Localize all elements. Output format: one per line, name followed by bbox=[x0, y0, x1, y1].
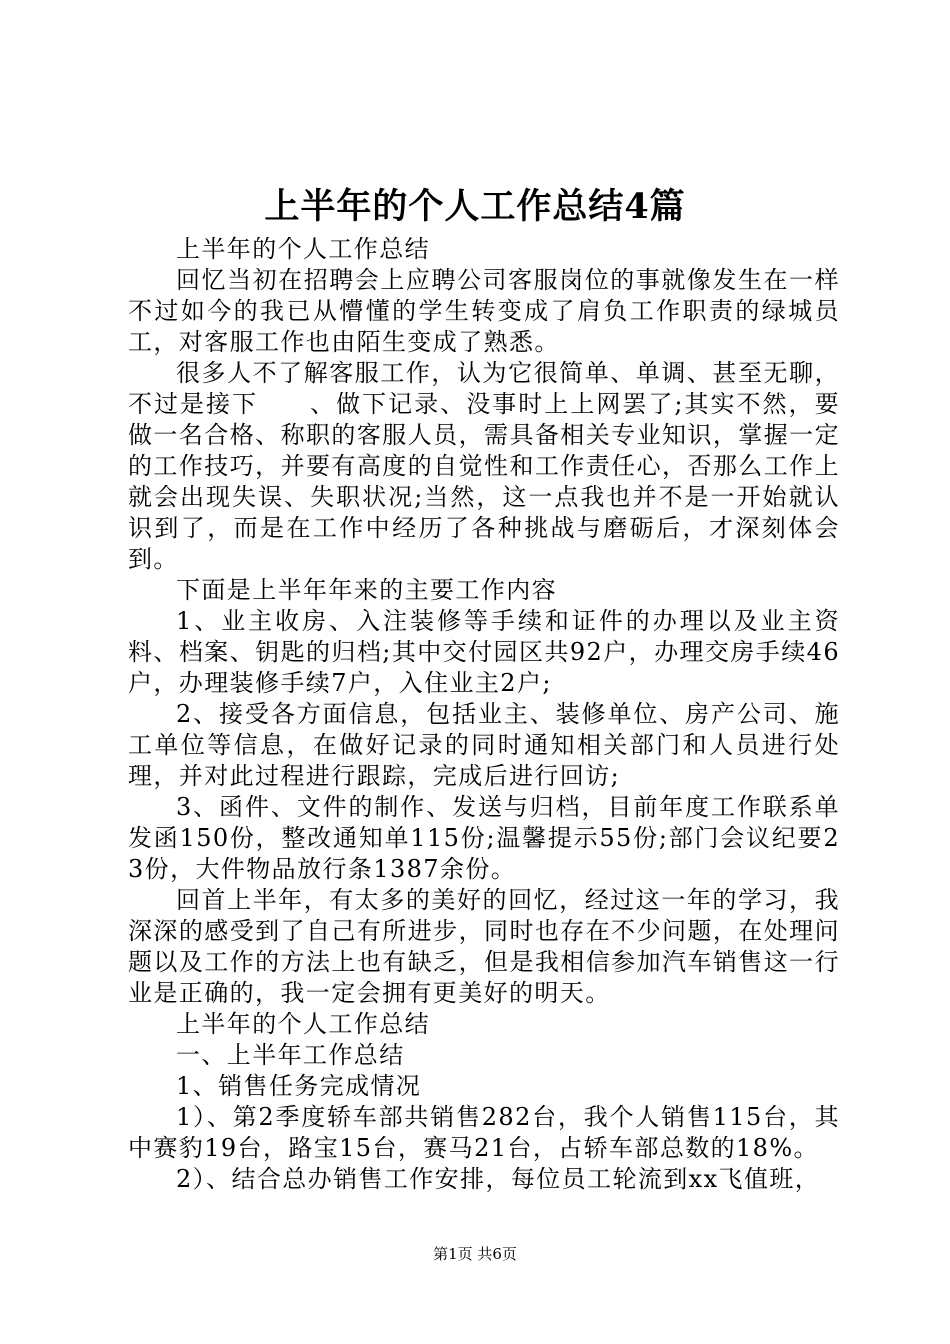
section-heading-1-1: 1、销售任务完成情况 bbox=[176, 1072, 422, 1100]
paragraph-customer-service: 很多人不了解客服工作，认为它很简单、单调、甚至无聊，不过是接下 、做下记录、没事时上上网罢了;其实不然，要做一名合格、称职的客服人员，需具备相关专业知识，掌握一定的工作技巧，并要有高度的自觉性和工作责任心，否那么工作上就会出现失误、失职状况;当然，这一点我也并不是一开始就认识到了，而是在工作中经历了各种挑战与磨砺后，才深刻体会到。 bbox=[128, 359, 840, 573]
document-title: 上半年的个人工作总结4篇 bbox=[264, 186, 686, 227]
paragraph-recollection: 回忆当初在招聘会上应聘公司客服岗位的事就像发生在一样不过如今的我已从懵懂的学生转变成了肩负工作职责的绿城员工，对客服工作也由陌生变成了熟悉。 bbox=[128, 266, 840, 356]
paragraph-review: 回首上半年，有太多的美好的回忆，经过这一年的学习，我深深的感受到了自己有所进步，同时也存在不少问题，在处理问题以及工作的方法上也有缺乏，但是我相信参加汽车销售这一行业是正确的，我一定会拥有更美好的明天。 bbox=[128, 886, 840, 1007]
page-number-footer: 第1页 共6页 bbox=[433, 1245, 517, 1263]
paragraph-subtitle-2: 上半年的个人工作总结 bbox=[176, 1010, 430, 1038]
paragraph-sales-2: 2）、结合总办销售工作安排，每位员工轮流到xx飞值班， bbox=[176, 1165, 821, 1193]
paragraph-subtitle: 上半年的个人工作总结 bbox=[176, 235, 430, 263]
document-body bbox=[128, 234, 840, 1195]
paragraph-item-1: 1、业主收房、入注装修等手续和证件的办理以及业主资料、档案、钥匙的归档;其中交付园区共92户，办理交房手续46户，办理装修手续7户，入住业主2户; bbox=[128, 607, 840, 697]
section-heading-1: 一、上半年工作总结 bbox=[176, 1041, 405, 1069]
paragraph-sales-1: 1）、第2季度轿车部共销售282台，我个人销售115台，其中赛豹19台，路宝15台，赛马21台，占轿车部总数的18%。 bbox=[128, 1103, 840, 1162]
paragraph-work-intro: 下面是上半年年来的主要工作内容 bbox=[176, 576, 557, 604]
paragraph-item-2: 2、接受各方面信息，包括业主、装修单位、房产公司、施工单位等信息，在做好记录的同时通知相关部门和人员进行处理，并对此过程进行跟踪，完成后进行回访; bbox=[128, 700, 840, 790]
paragraph-item-3: 3、函件、文件的制作、发送与归档，目前年度工作联系单发函150份，整改通知单115份;温馨提示55份;部门会议纪要23份，大件物品放行条1387余份。 bbox=[128, 793, 840, 883]
